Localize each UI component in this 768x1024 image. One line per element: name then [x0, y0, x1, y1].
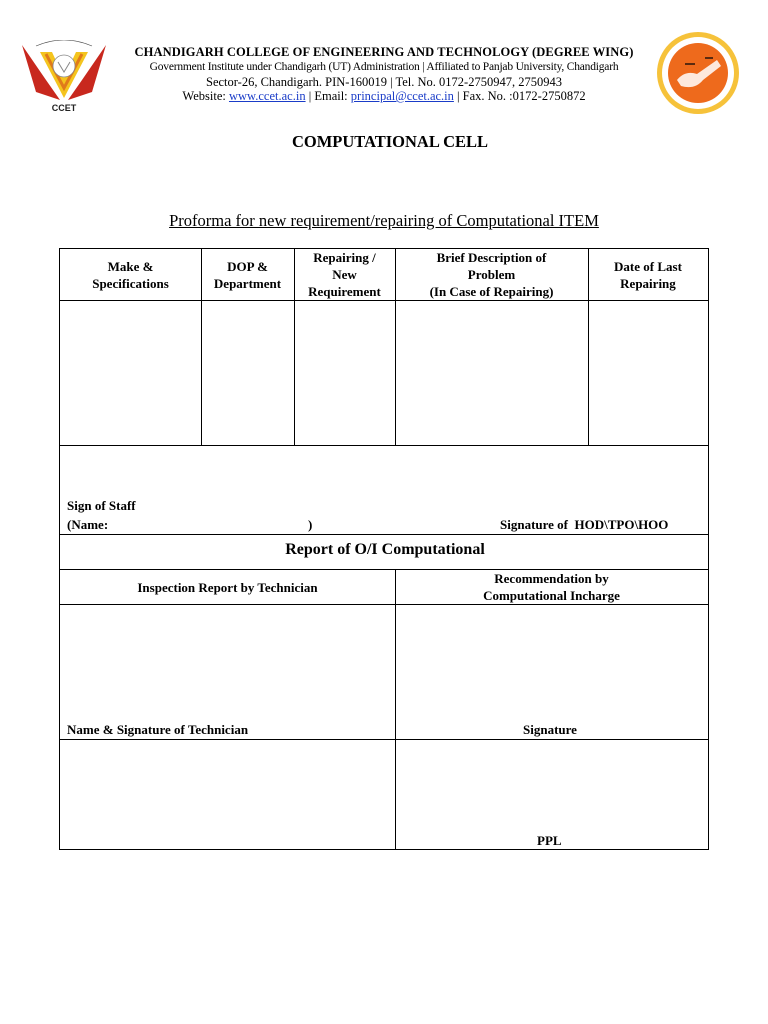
table-rule	[60, 604, 708, 605]
college-affiliation: Government Institute under Chandigarh (UT) Administration | Affiliated to Panjab University, Chandigarh	[149, 61, 619, 73]
recommendation-header	[395, 570, 708, 604]
staff-name-open: (Name:	[67, 517, 109, 532]
last-repair-date-cell[interactable]	[589, 301, 708, 445]
technician-signature-label: Name & Signature of Technician	[67, 722, 249, 737]
column-header-last-repair	[588, 249, 708, 300]
staff-name-close: )	[308, 517, 313, 532]
make-specifications-cell[interactable]	[60, 301, 200, 445]
email-link[interactable]: principal@ccet.ac.in	[350, 89, 454, 103]
inspection-report-header	[60, 570, 395, 604]
column-header-description	[395, 249, 588, 300]
table-rule	[395, 569, 396, 850]
column-header-repairing-label: Repairing / New Requirement	[308, 250, 381, 299]
chandigarh-administration-logo	[655, 30, 741, 116]
report-title: Report of O/I Computational	[285, 541, 485, 558]
hod-signature-label: Signature of HOD\TPO\HOO	[500, 517, 669, 532]
college-name: CHANDIGARH COLLEGE OF ENGINEERING AND TECHNOLOGY (DEGREE WING)	[134, 45, 634, 59]
incharge-signature-label: Signature	[523, 722, 577, 737]
email-label: | Email:	[305, 89, 351, 103]
column-header-description-label: Brief Description of Problem (In Case of Repairing)	[429, 250, 554, 299]
proforma-title: Proforma for new requirement/repairing of Computational ITEM	[169, 211, 599, 230]
ccet-logo-caption: CCET	[51, 103, 77, 113]
inspection-report-header-label: Inspection Report by Technician	[137, 579, 318, 595]
website-label: Website:	[182, 89, 229, 103]
column-header-make-label: Make & Specifications	[92, 258, 169, 291]
requirement-form-table	[59, 248, 709, 850]
college-address: Sector-26, Chandigarh. PIN-160019 | Tel. No. 0172-2750947, 2750943	[206, 75, 562, 89]
table-rule	[60, 445, 708, 446]
table-rule	[60, 739, 708, 740]
dop-department-cell[interactable]	[202, 301, 294, 445]
column-header-make	[60, 249, 201, 300]
problem-description-cell[interactable]	[396, 301, 588, 445]
cell-title: COMPUTATIONAL CELL	[291, 132, 489, 151]
repairing-requirement-cell[interactable]	[295, 301, 395, 445]
sign-of-staff-label: Sign of Staff	[67, 498, 136, 513]
recommendation-header-label: Recommendation by Computational Incharge	[483, 571, 620, 603]
ccet-logo	[16, 40, 112, 116]
website-link[interactable]: www.ccet.ac.in	[228, 89, 306, 103]
column-header-repairing	[294, 249, 395, 300]
ppl-label: PPL	[537, 833, 562, 848]
column-header-dop-label: DOP & Department	[213, 258, 282, 291]
table-rule	[60, 534, 708, 535]
column-header-last-repair-label: Date of Last Repairing	[614, 258, 682, 291]
college-contact	[120, 89, 648, 104]
fax-label: | Fax. No. :0172-2750872	[453, 89, 586, 103]
column-header-dop	[201, 249, 294, 300]
